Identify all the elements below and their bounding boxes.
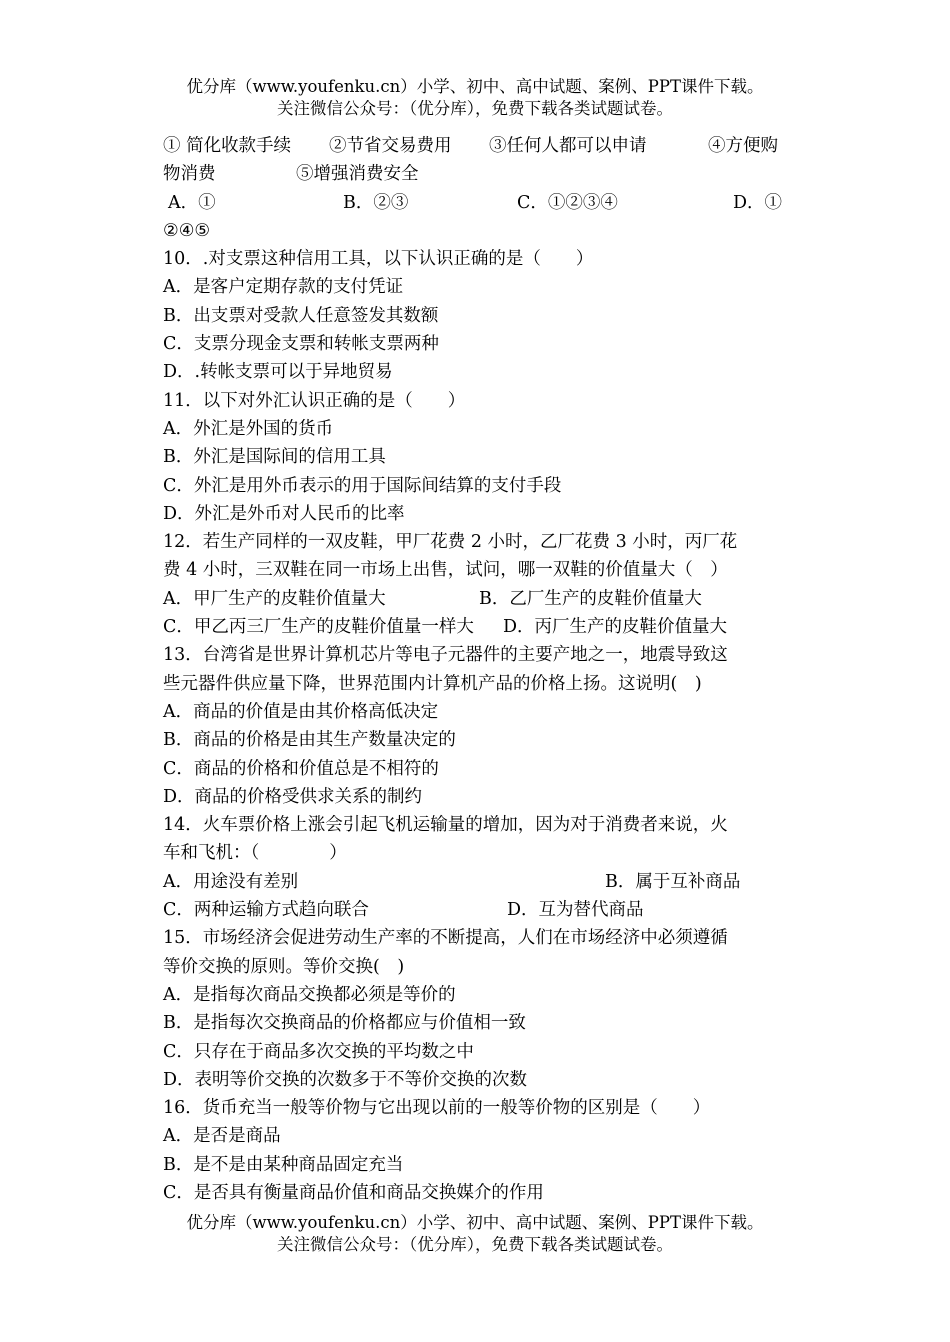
- page-footer: [0, 1212, 950, 1256]
- q11-stem: 11．以下对外汇认识正确的是（ ）: [163, 390, 466, 411]
- q11-option-c: C．外汇是用外币表示的用于国际间结算的支付手段: [163, 475, 562, 496]
- q12-options-row-1: [163, 585, 791, 613]
- q14-options-row-1: [163, 868, 791, 896]
- q12-options-row-2: [163, 613, 791, 641]
- q13-option-d: D．商品的价格受供求关系的制约: [163, 786, 423, 807]
- q9-item-1: ① 简化收款手续: [163, 136, 292, 156]
- q14-option-d: D．互为替代商品: [507, 900, 644, 921]
- q11-option-a: A．外汇是外国的货币: [163, 418, 334, 439]
- q14-option-c: C．两种运输方式趋向联合: [163, 900, 369, 921]
- q12-option-b: B．乙厂生产的皮鞋价值量大: [479, 588, 702, 609]
- q15-stem-line-1: 15．市场经济会促进劳动生产率的不断提高，人们在市场经济中必须遵循: [163, 928, 728, 949]
- q11-option-b: B．外汇是国际间的信用工具: [163, 447, 386, 468]
- q9-options-row: [163, 189, 791, 217]
- q13-stem-line-1: 13．台湾省是世界计算机芯片等电子元器件的主要产地之一，地震导致这: [163, 645, 728, 666]
- q9-items-row-2: [163, 160, 791, 188]
- header-line-1: 优分库（www.youfenku.cn）小学、初中、高中试题、案例、PPT课件下载。: [186, 77, 764, 96]
- q14-stem-line-2: 车和飞机：（ ）: [163, 843, 347, 864]
- q13-stem-line-2: 些元器件供应量下降，世界范围内计算机产品的价格上扬。这说明( ): [163, 673, 702, 694]
- q16-option-c: C．是否具有衡量商品价值和商品交换媒介的作用: [163, 1182, 544, 1203]
- q15-stem-line-2: 等价交换的原则。等价交换( ): [163, 956, 405, 977]
- q10-option-c: C．支票分现金支票和转帐支票两种: [163, 334, 439, 355]
- q9-option-a: A．①: [168, 192, 216, 213]
- q9-option-c: C．①②③④: [517, 192, 618, 213]
- q9-option-b: B．②③: [343, 192, 409, 213]
- q9-item-4: ④方便购: [708, 136, 778, 156]
- q15-option-a: A．是指每次商品交换都必须是等价的: [163, 984, 456, 1005]
- header-line-2: 关注微信公众号：（优分库），免费下载各类试题试卷。: [277, 99, 673, 118]
- q9-items-row-1: [163, 132, 791, 160]
- q9-option-d-wrap: ②④⑤: [163, 220, 211, 241]
- q13-option-c: C．商品的价格和价值总是不相符的: [163, 758, 439, 779]
- q12-stem-line-2: 费 4 小时，三双鞋在同一市场上出售，试问，哪一双鞋的价值量大（ ）: [163, 560, 728, 581]
- q13-option-b: B．商品的价格是由其生产数量决定的: [163, 730, 456, 751]
- q16-stem: 16．货币充当一般等价物与它出现以前的一般等价物的区别是（ ）: [163, 1098, 711, 1119]
- footer-line-1: 优分库（www.youfenku.cn）小学、初中、高中试题、案例、PPT课件下载。: [186, 1213, 764, 1232]
- q12-option-d: D．丙厂生产的皮鞋价值量大: [503, 617, 728, 638]
- q12-option-a: A．甲厂生产的皮鞋价值量大: [163, 588, 386, 609]
- q9-item-5: ⑤增强消费安全: [296, 164, 419, 185]
- q9-item-4-cont: 物消费: [163, 164, 216, 185]
- q14-option-b: B．属于互补商品: [605, 871, 741, 892]
- q12-option-c: C．甲乙丙三厂生产的皮鞋价值量一样大: [163, 617, 474, 638]
- q11-option-d: D．外汇是外币对人民币的比率: [163, 503, 405, 524]
- q12-stem-line-1: 12．若生产同样的一双皮鞋，甲厂花费 2 小时，乙厂花费 3 小时，丙厂花: [163, 532, 738, 553]
- q15-option-d: D．表明等价交换的次数多于不等价交换的次数: [163, 1069, 528, 1090]
- q9-item-2: ②节省交易费用: [329, 136, 452, 156]
- q14-stem-line-1: 14．火车票价格上涨会引起飞机运输量的增加，因为对于消费者来说，火: [163, 815, 728, 836]
- q14-options-row-2: [163, 896, 791, 924]
- q9-option-d: D．①: [733, 192, 783, 213]
- q16-option-a: A．是否是商品: [163, 1126, 281, 1147]
- page-header: [0, 76, 950, 120]
- q16-option-b: B．是不是由某种商品固定充当: [163, 1154, 404, 1175]
- q15-option-c: C．只存在于商品多次交换的平均数之中: [163, 1041, 474, 1062]
- question-content: [163, 132, 791, 1207]
- q13-option-a: A．商品的价值是由其价格高低决定: [163, 701, 439, 722]
- q14-option-a: A．用途没有差别: [163, 871, 299, 892]
- q10-option-b: B．出支票对受款人任意签发其数额: [163, 305, 439, 326]
- q9-item-3: ③任何人都可以申请: [489, 136, 647, 156]
- q10-option-a: A．是客户定期存款的支付凭证: [163, 277, 404, 298]
- footer-line-2: 关注微信公众号：（优分库），免费下载各类试题试卷。: [277, 1235, 673, 1254]
- q10-stem: 10．.对支票这种信用工具，以下认识正确的是（ ）: [163, 249, 594, 270]
- q10-option-d: D．.转帐支票可以于异地贸易: [163, 362, 393, 383]
- q15-option-b: B．是指每次交换商品的价格都应与价值相一致: [163, 1013, 526, 1034]
